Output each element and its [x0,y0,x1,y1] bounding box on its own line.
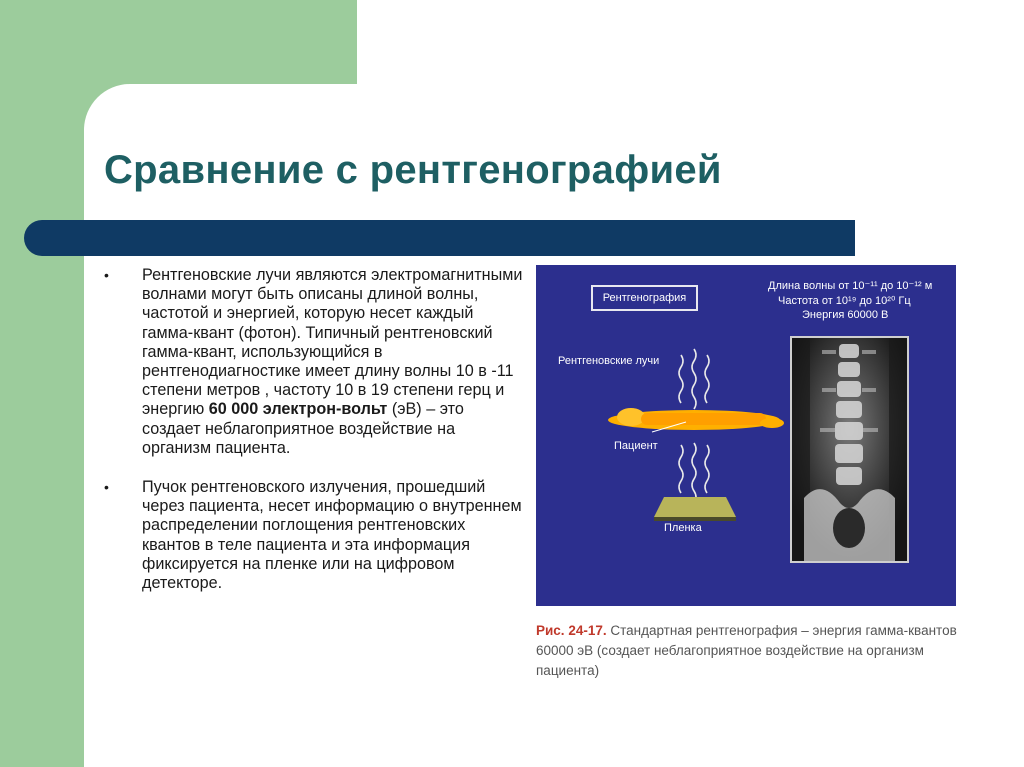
radiography-figure [536,265,956,606]
energy-label: Энергия 60000 В [802,309,889,321]
frequency-label: Частота от 10¹⁹ до 10²⁰ Гц [778,295,911,307]
title-underline-bar [24,220,855,256]
bullet-text-bold: 60 000 электрон-вольт [208,400,388,419]
patient-label: Пациент [614,440,658,452]
patient-figure-icon [608,408,784,430]
wavelength-label: Длина волны от 10⁻¹¹ до 10⁻¹² м [768,280,933,292]
slide-title: Сравнение с рентгенографией [104,148,722,192]
bullet-text-start: Рентгеновские лучи являются электромагнитными волнами могут быть описаны длиной волны, частотой и энергией, которую несет каждый гамма-квант (фотон). Типичный рентгеновский гамма-квант, использующийся в рентгенодиагностике имеет длину волны 10 в -11 степени метров , частоту 10 в 19 степени герц и энергию [142,266,523,419]
spine-xray-image [790,336,909,563]
xray-label: Рентгеновские лучи [558,355,660,367]
bullet-item-beam-information [104,478,524,593]
bullet-item-xray-properties [104,266,524,458]
film-label: Пленка [664,522,702,534]
bullet-text: Пучок рентгеновского излучения, прошедший через пациента, несет информацию о внутреннем распределении поглощения рентгеновских квантов в теле пациента и эта информация фиксируется на пленке или на цифровом детекторе. [142,478,522,593]
radiography-label: Рентгенография [591,285,698,311]
bullet-list [104,266,524,613]
film-plate-icon [654,497,736,521]
bullet-text-end: (эВ) – это создает неблагоприятное воздействие на организм пациента. [142,400,464,457]
bullet-marker: • [104,267,109,283]
caption-reference: Рис. 24-17. [536,623,607,638]
spine-xray-drawing [792,338,907,561]
caption-text: Стандартная рентгенография – энергия гамма-квантов 60000 эВ (создает неблагоприятное воздействие на организм пациента) [536,623,957,678]
figure-caption [536,621,976,681]
bullet-marker: • [104,479,109,496]
